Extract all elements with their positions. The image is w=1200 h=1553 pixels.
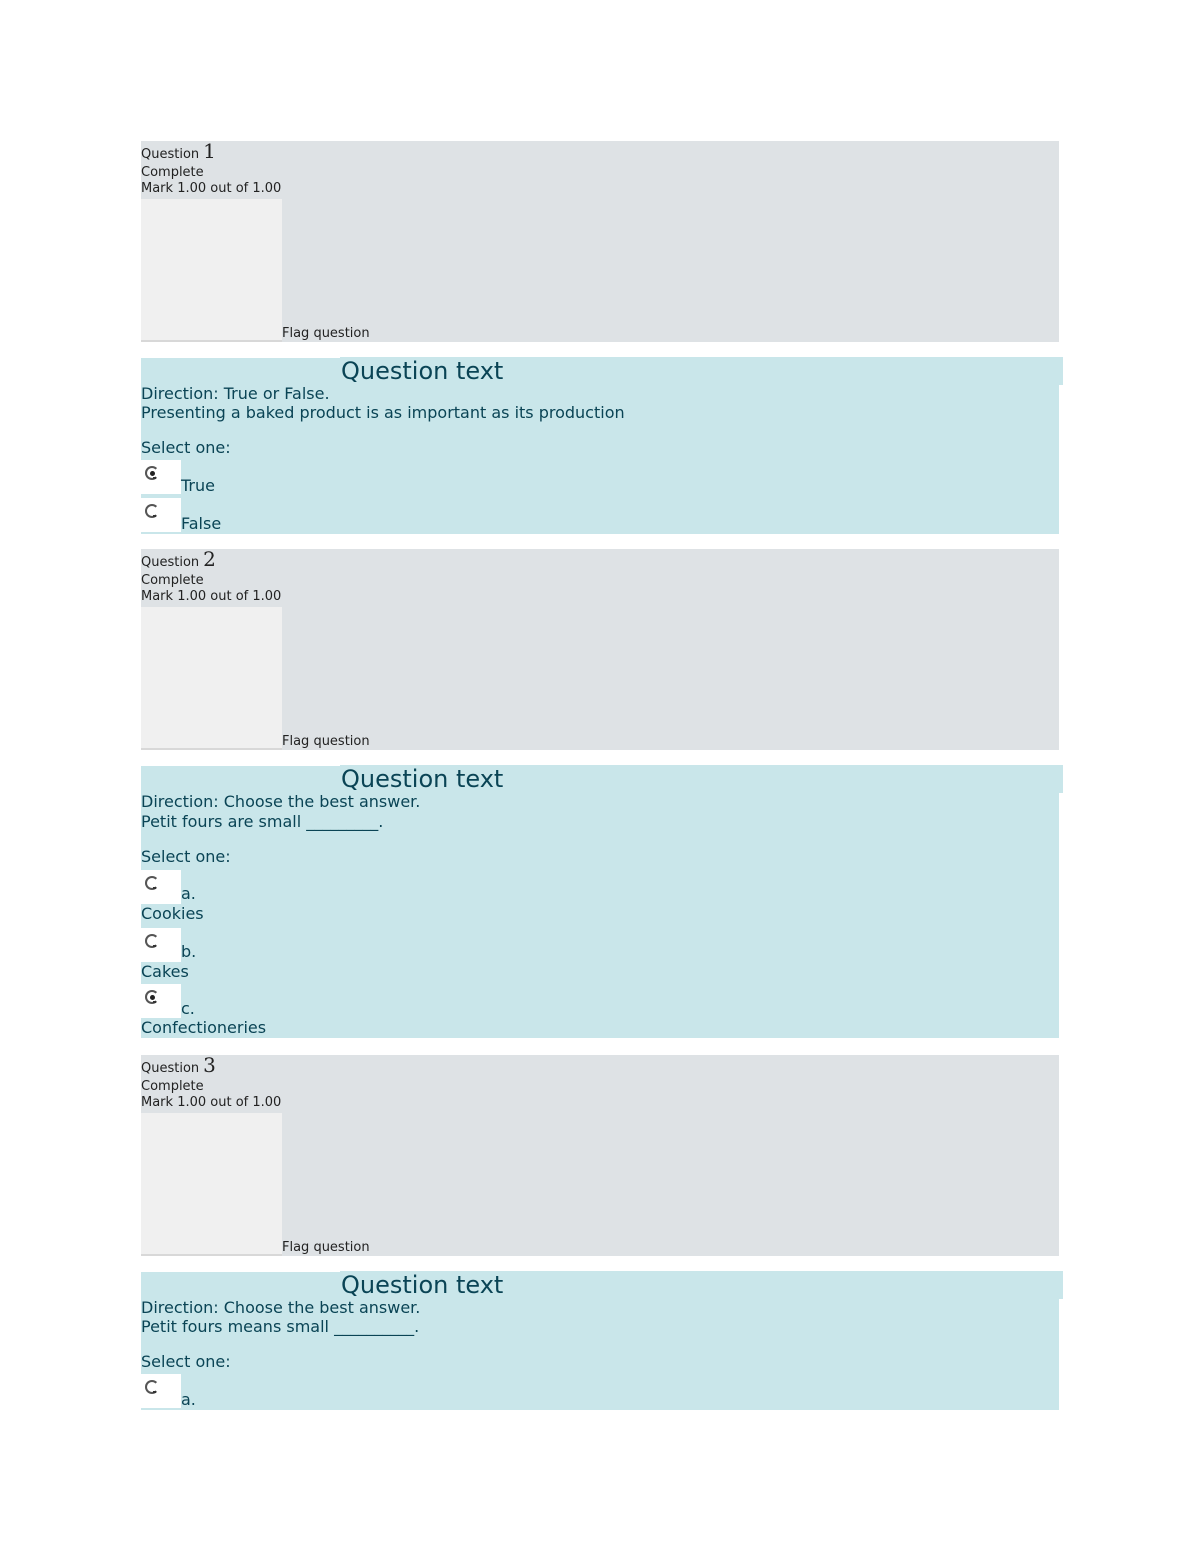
answer-option-text[interactable]: Confectioneries [141, 1018, 267, 1037]
answer-option-true[interactable] [141, 460, 181, 496]
radio-tick-icon [153, 945, 156, 947]
answer-option-c[interactable] [141, 984, 181, 1020]
flag-icon[interactable] [141, 1113, 282, 1256]
answer-option-false[interactable] [141, 498, 181, 534]
question-word: Question [141, 147, 200, 162]
question-number [141, 139, 216, 163]
question-direction: Direction: True or False. [141, 384, 330, 403]
question-info-1 [141, 141, 1059, 342]
radio-unchecked-icon[interactable] [145, 504, 159, 518]
question-info-3 [141, 1055, 1059, 1256]
question-state: Complete [141, 573, 204, 588]
question-text-heading: Question text [340, 1271, 1063, 1299]
radio-tick-icon [153, 1001, 156, 1003]
question-direction: Direction: Choose the best answer. [141, 792, 421, 811]
answer-option-label[interactable]: True [181, 476, 215, 495]
question-state: Complete [141, 165, 204, 180]
question-number-value: 2 [203, 547, 216, 571]
radio-checked-icon[interactable] [145, 466, 159, 480]
radio-unchecked-icon[interactable] [145, 934, 159, 948]
question-word: Question [141, 1061, 200, 1076]
answer-option-text[interactable]: Cakes [141, 962, 189, 981]
question-prompt: Petit fours are small _________. [141, 812, 384, 831]
question-info-2 [141, 549, 1059, 750]
question-number [141, 1053, 216, 1077]
select-one-label: Select one: [141, 1352, 231, 1371]
question-number-value: 1 [203, 139, 216, 163]
answer-option-label[interactable]: a. [181, 1390, 196, 1409]
question-state: Complete [141, 1079, 204, 1094]
question-text-heading: Question text [340, 357, 1063, 385]
flag-question-link[interactable]: Flag question [282, 734, 370, 749]
question-number [141, 547, 216, 571]
flag-question-link[interactable]: Flag question [282, 326, 370, 341]
question-prompt: Petit fours means small __________. [141, 1317, 420, 1336]
question-formulation-1 [141, 358, 1059, 534]
flag-icon[interactable] [141, 199, 282, 342]
radio-tick-icon [153, 515, 156, 517]
select-one-label: Select one: [141, 438, 231, 457]
radio-tick-icon [153, 477, 156, 479]
answer-option-label[interactable]: b. [181, 942, 197, 961]
question-grade: Mark 1.00 out of 1.00 [141, 181, 282, 196]
answer-option-label[interactable]: False [181, 514, 222, 533]
flag-question-link[interactable]: Flag question [282, 1240, 370, 1255]
question-prompt: Presenting a baked product is as important as its production [141, 403, 625, 422]
question-direction: Direction: Choose the best answer. [141, 1298, 421, 1317]
question-grade: Mark 1.00 out of 1.00 [141, 1095, 282, 1110]
radio-checked-icon[interactable] [145, 990, 159, 1004]
answer-option-b[interactable] [141, 928, 181, 964]
flag-icon[interactable] [141, 607, 282, 750]
question-grade: Mark 1.00 out of 1.00 [141, 589, 282, 604]
question-formulation-2 [141, 766, 1059, 1038]
answer-option-label[interactable]: a. [181, 884, 196, 903]
answer-option-text[interactable]: Cookies [141, 904, 204, 923]
radio-unchecked-icon[interactable] [145, 1380, 159, 1394]
radio-tick-icon [153, 887, 156, 889]
answer-option-a[interactable] [141, 870, 181, 906]
answer-option-label[interactable]: c. [181, 999, 195, 1018]
select-one-label: Select one: [141, 847, 231, 866]
radio-tick-icon [153, 1391, 156, 1393]
question-text-heading: Question text [340, 765, 1063, 793]
answer-option-a[interactable] [141, 1374, 181, 1410]
question-word: Question [141, 555, 200, 570]
question-number-value: 3 [203, 1053, 216, 1077]
radio-unchecked-icon[interactable] [145, 876, 159, 890]
question-formulation-3 [141, 1272, 1059, 1410]
